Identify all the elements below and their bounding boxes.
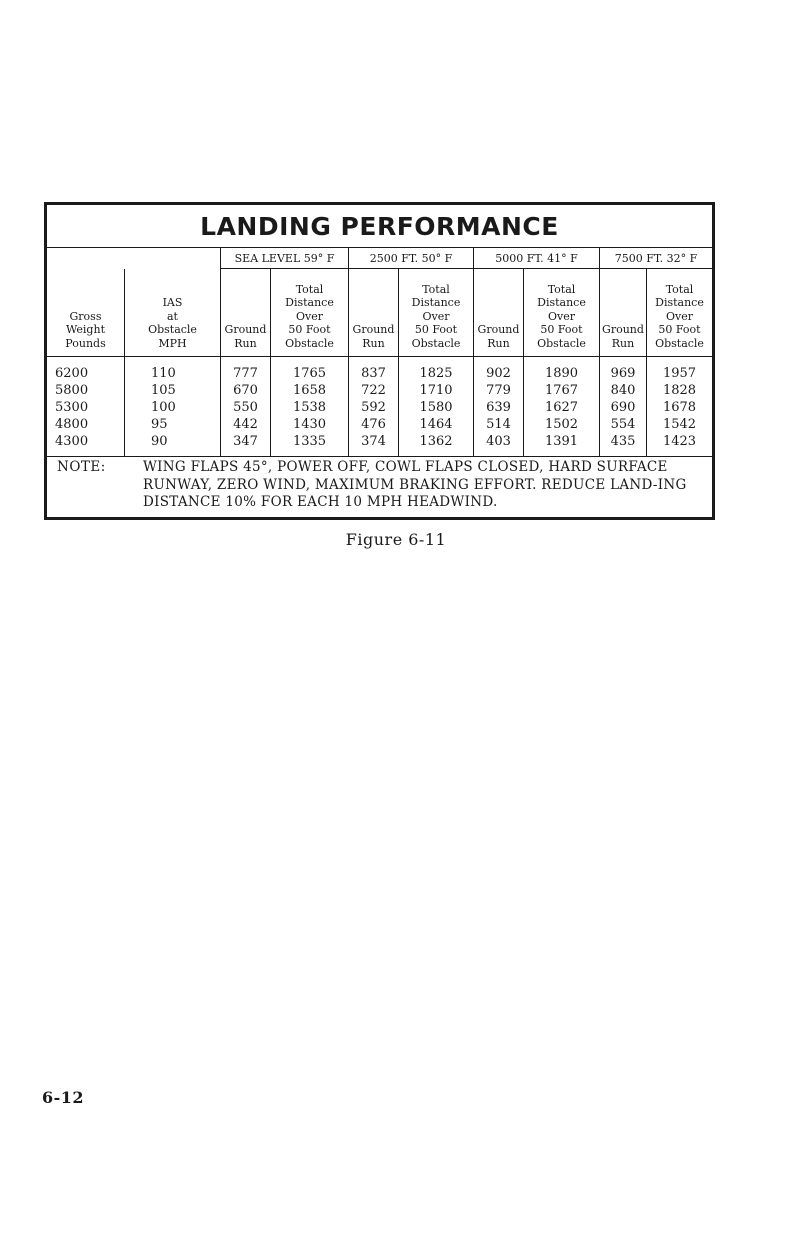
header-text: Total	[295, 282, 324, 296]
header-text: Obstacle	[655, 336, 704, 350]
table-cell: 777	[233, 366, 258, 381]
table-cell: 105	[151, 383, 176, 398]
table-cell: 5300	[55, 400, 89, 415]
note-label: NOTE:	[57, 459, 106, 475]
condition-7500-ft: 7500 FT. 32° F	[599, 248, 712, 269]
header-text: Pounds	[65, 336, 106, 350]
header-text: 50 Foot	[288, 323, 331, 336]
column-7500-total	[646, 357, 712, 456]
header-text: Ground	[602, 323, 644, 336]
table-cell: 1430	[292, 417, 327, 432]
table-cell: 1890	[544, 366, 579, 381]
table-cell: 1765	[292, 366, 327, 381]
header-text: Obstacle	[285, 336, 334, 350]
table-cell: 442	[233, 417, 258, 432]
table-cell: 1658	[292, 383, 327, 398]
table-cell: 110	[151, 366, 176, 381]
header-total-distance	[523, 269, 599, 357]
header-text: Ground	[477, 323, 520, 336]
header-text: MPH	[158, 336, 187, 350]
header-text: IAS	[162, 296, 183, 309]
header-text: 50 Foot	[658, 323, 701, 336]
header-text: Over	[665, 309, 693, 323]
column-5000-total	[523, 357, 599, 456]
table-cell: 4300	[55, 434, 89, 449]
table-cell: 902	[486, 366, 511, 381]
header-text: Total	[547, 282, 576, 296]
header-ground-run	[220, 269, 270, 357]
table-cell: 374	[361, 434, 386, 449]
note-text: WING FLAPS 45°, POWER OFF, COWL FLAPS CLOSED, HARD SURFACE RUNWAY, ZERO WIND, MAXIMUM BRAKING EFFORT. REDUCE LAND-ING DISTANCE 10% FOR EACH 10 MPH HEADWIND.	[143, 459, 687, 510]
header-text: Over	[422, 309, 450, 323]
table-cell: 1423	[662, 434, 697, 449]
header-text: Distance	[285, 296, 334, 309]
condition-2500-ft: 2500 FT. 50° F	[348, 248, 473, 269]
header-text: Ground	[352, 323, 395, 336]
column-2500-total	[398, 357, 473, 456]
table-cell: 1391	[544, 434, 579, 449]
header-text: 50 Foot	[414, 323, 458, 336]
table-cell: 1828	[662, 383, 697, 398]
table-cell: 347	[233, 434, 258, 449]
column-ias	[124, 357, 220, 456]
table-cell: 514	[486, 417, 511, 432]
header-spacer	[47, 248, 220, 269]
table-cell: 1710	[419, 383, 453, 398]
header-text: Run	[234, 336, 257, 350]
table-grid	[47, 248, 712, 456]
header-total-distance	[398, 269, 473, 357]
table-cell: 5800	[55, 383, 89, 398]
page-number: 6-12	[42, 1088, 85, 1107]
figure-caption: Figure 6-11	[345, 530, 447, 549]
header-text: Gross	[69, 309, 102, 323]
table-title: LANDING PERFORMANCE	[47, 205, 712, 248]
header-text: Distance	[655, 296, 704, 309]
column-7500-ground-run	[599, 357, 646, 456]
table-cell: 690	[610, 400, 636, 415]
table-cell: 1825	[419, 366, 453, 381]
table-cell: 1957	[662, 366, 697, 381]
table-cell: 1678	[662, 400, 697, 415]
header-text: 50 Foot	[540, 323, 583, 336]
table-cell: 722	[361, 383, 386, 398]
header-text: Run	[487, 336, 510, 350]
header-ground-run	[348, 269, 398, 357]
table-cell: 100	[151, 400, 176, 415]
header-text: Obstacle	[411, 336, 461, 350]
table-cell: 969	[610, 366, 636, 381]
column-5000-ground-run	[473, 357, 523, 456]
header-ground-run	[599, 269, 646, 357]
landing-performance-table	[44, 202, 715, 520]
column-sea-level-ground-run	[220, 357, 270, 456]
header-text: at	[167, 309, 178, 323]
table-cell: 1502	[544, 417, 579, 432]
header-total-distance	[270, 269, 348, 357]
column-gross-weight	[47, 357, 124, 456]
table-cell: 1767	[544, 383, 579, 398]
table-cell: 435	[610, 434, 636, 449]
header-text: Total	[665, 282, 694, 296]
table-cell: 779	[486, 383, 511, 398]
column-sea-level-total	[270, 357, 348, 456]
header-text: Total	[422, 282, 450, 296]
header-text: Distance	[537, 296, 586, 309]
header-text: Obstacle	[148, 323, 197, 336]
header-text: Over	[547, 309, 575, 323]
table-cell: 6200	[55, 366, 89, 381]
table-cell: 95	[151, 417, 168, 432]
header-text: Ground	[224, 323, 267, 336]
condition-sea-level: SEA LEVEL 59° F	[220, 248, 348, 269]
table-cell: 476	[361, 417, 386, 432]
table-cell: 550	[233, 400, 258, 415]
table-cell: 840	[610, 383, 636, 398]
table-cell: 639	[486, 400, 511, 415]
table-cell: 554	[610, 417, 636, 432]
header-text: Obstacle	[537, 336, 586, 350]
header-gross-weight	[47, 269, 124, 357]
header-text: Distance	[411, 296, 461, 309]
table-cell: 90	[151, 434, 168, 449]
table-cell: 403	[486, 434, 511, 449]
table-cell: 837	[361, 366, 386, 381]
table-cell: 4800	[55, 417, 89, 432]
header-text: Run	[362, 336, 385, 350]
condition-5000-ft: 5000 FT. 41° F	[473, 248, 599, 269]
table-cell: 1464	[419, 417, 453, 432]
header-text: Run	[611, 336, 635, 350]
table-cell: 1538	[292, 400, 327, 415]
table-cell: 592	[361, 400, 386, 415]
header-ground-run	[473, 269, 523, 357]
table-note	[47, 456, 712, 517]
header-text: Weight	[66, 323, 105, 336]
column-2500-ground-run	[348, 357, 398, 456]
header-total-distance	[646, 269, 712, 357]
table-cell: 1335	[292, 434, 327, 449]
header-ias	[124, 269, 220, 357]
table-cell: 670	[233, 383, 258, 398]
table-cell: 1627	[544, 400, 579, 415]
table-cell: 1542	[662, 417, 697, 432]
table-cell: 1362	[419, 434, 453, 449]
table-cell: 1580	[419, 400, 453, 415]
header-text: Over	[295, 309, 323, 323]
